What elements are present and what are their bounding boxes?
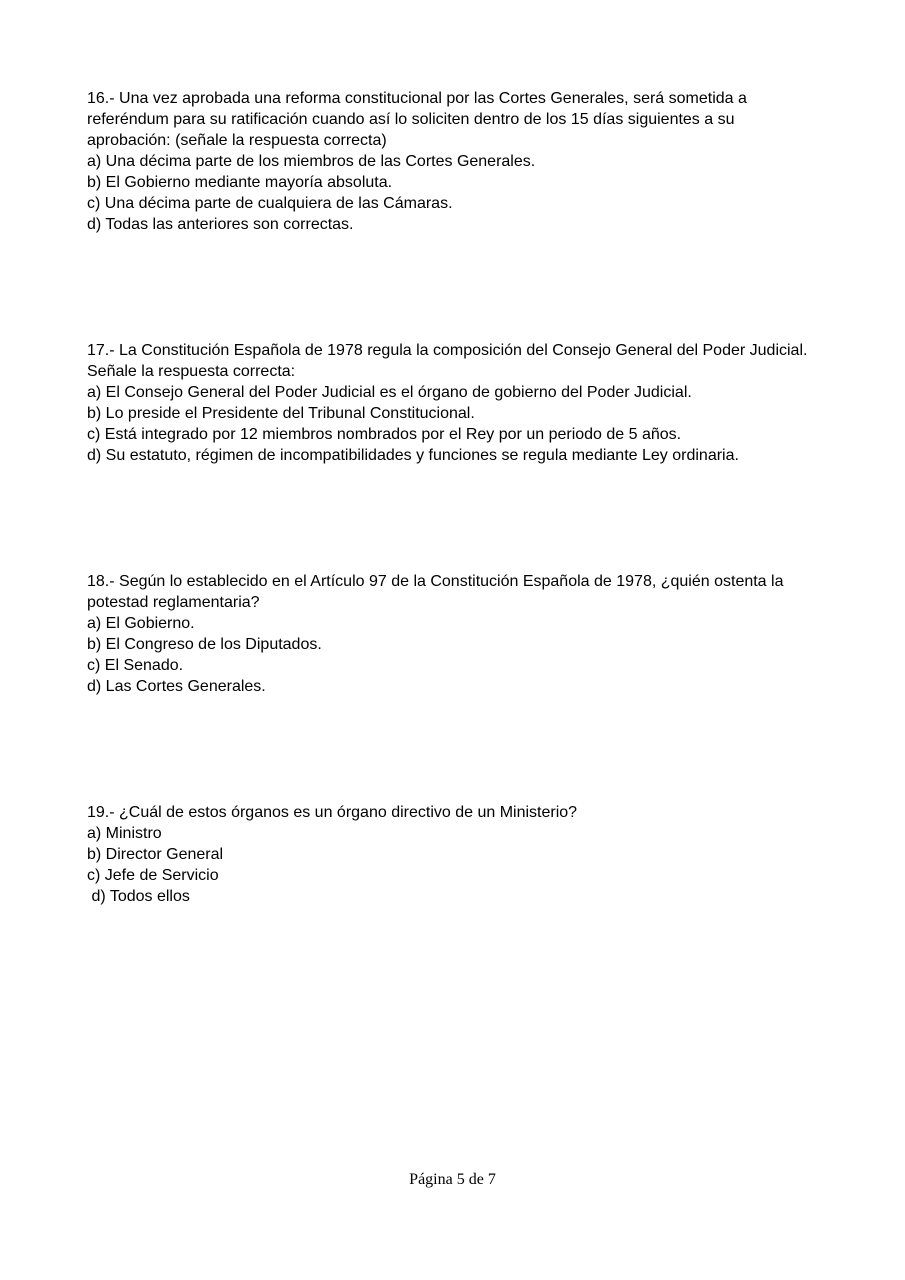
answer-option: c) Está integrado por 12 miembros nombrados por el Rey por un periodo de 5 años. [87, 426, 682, 443]
answer-option: d) Todas las anteriores son correctas. [87, 216, 354, 233]
answer-option: d) Su estatuto, régimen de incompatibilidades y funciones se regula mediante Ley ordinaria. [87, 447, 739, 464]
answer-option: d) Todos ellos [87, 888, 190, 905]
question-block-16 [87, 88, 817, 235]
question-stem: 17.- La Constitución Española de 1978 regula la composición del Consejo General del Poder Judicial. Señale la respuesta correcta: [87, 342, 812, 380]
answer-option: d) Las Cortes Generales. [87, 678, 266, 695]
answer-option: a) Una décima parte de los miembros de las Cortes Generales. [87, 153, 536, 170]
answer-option: a) El Gobierno. [87, 615, 195, 632]
question-stem: 16.- Una vez aprobada una reforma constitucional por las Cortes Generales, será sometida a referéndum para su ratificación cuando así lo soliciten dentro de los 15 días siguientes a su aprobación: (señale la respuesta correcta) [87, 90, 752, 149]
answer-option: b) Lo preside el Presidente del Tribunal Constitucional. [87, 405, 475, 422]
answer-option: c) El Senado. [87, 657, 184, 674]
question-stem: 18.- Según lo establecido en el Artículo 97 de la Constitución Española de 1978, ¿quién ostenta la potestad reglamentaria? [87, 573, 788, 611]
answer-option: c) Una décima parte de cualquiera de las Cámaras. [87, 195, 453, 212]
question-block-17 [87, 340, 817, 466]
answer-option: b) El Congreso de los Diputados. [87, 636, 322, 653]
page-footer: Página 5 de 7 [409, 1171, 496, 1188]
answer-option: c) Jefe de Servicio [87, 867, 219, 884]
question-stem: 19.- ¿Cuál de estos órganos es un órgano directivo de un Ministerio? [87, 804, 578, 821]
answer-option: a) El Consejo General del Poder Judicial es el órgano de gobierno del Poder Judicial. [87, 384, 692, 401]
question-block-18 [87, 571, 817, 697]
answer-option: b) Director General [87, 846, 224, 863]
answer-option: a) Ministro [87, 825, 162, 842]
question-block-19 [87, 802, 817, 907]
answer-option: b) El Gobierno mediante mayoría absoluta. [87, 174, 393, 191]
